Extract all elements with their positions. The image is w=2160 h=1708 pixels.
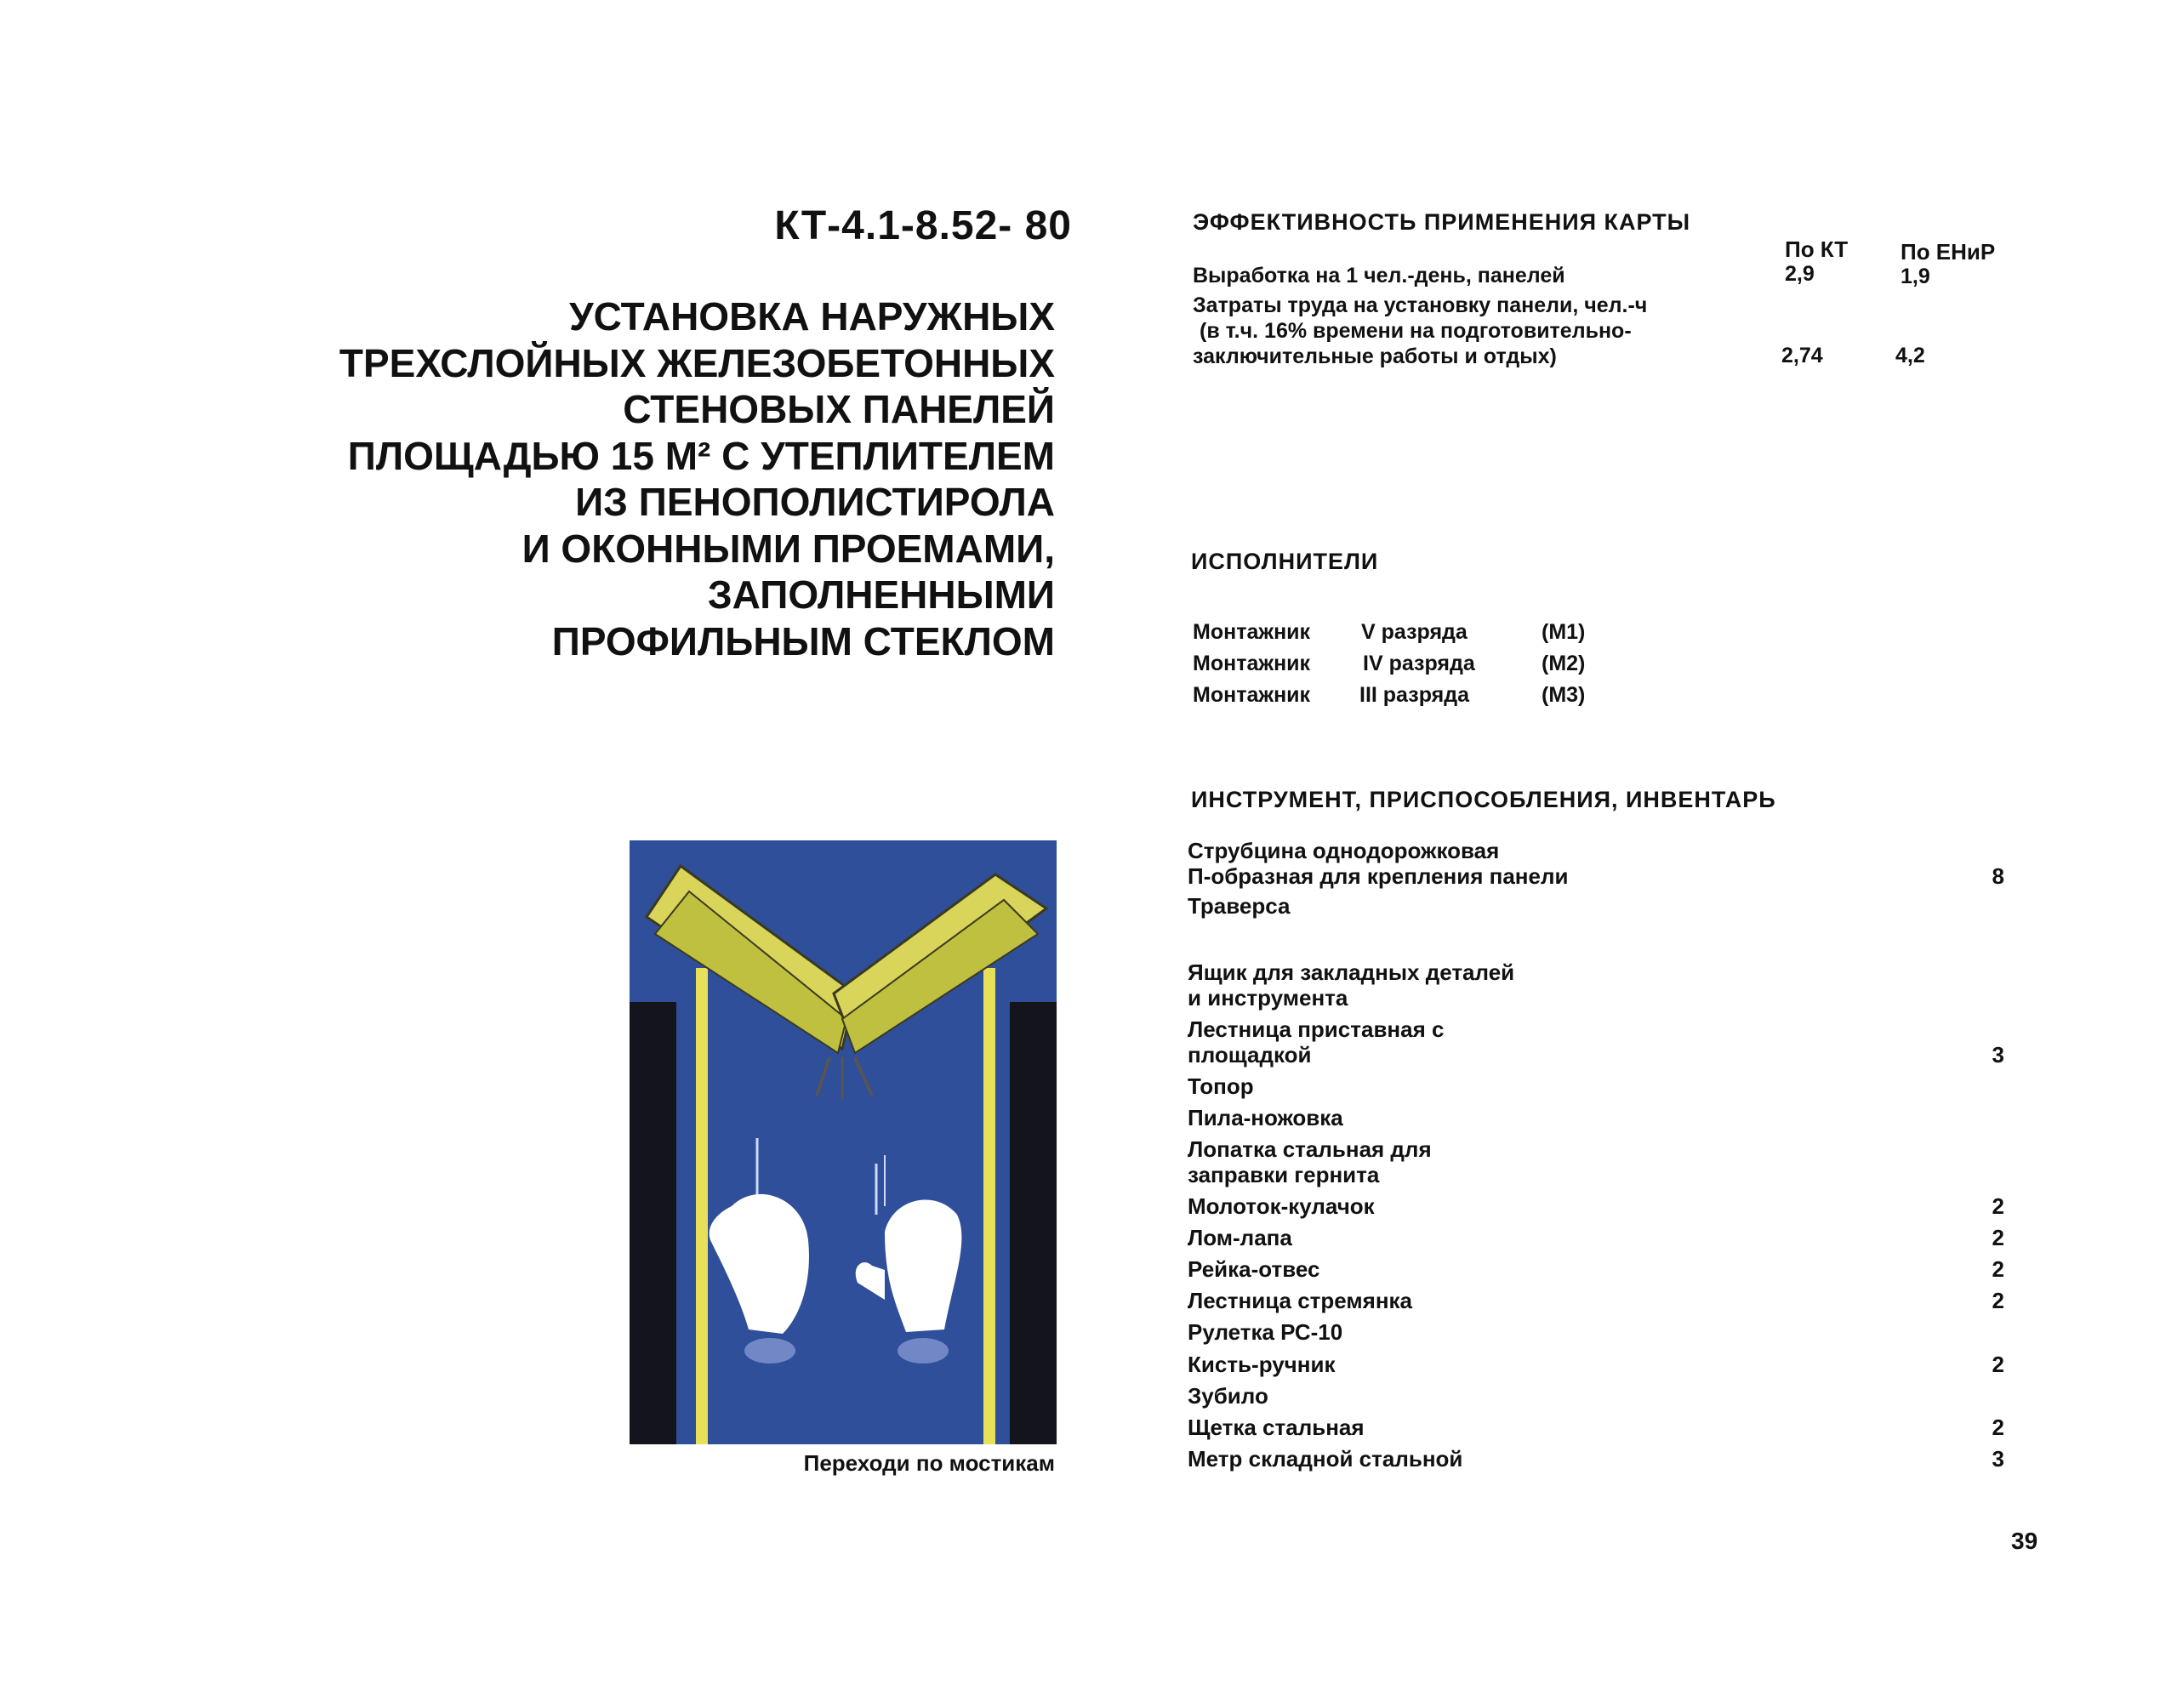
tool-item xyxy=(1188,1288,2004,1313)
efficiency-row-label: Затраты труда на установку панели, чел.-ч xyxy=(1193,293,1648,317)
tool-name: Струбцина однодорожковая xyxy=(1188,838,1500,863)
performer-code: (М3) xyxy=(1542,683,1586,707)
performer-code: (М1) xyxy=(1542,620,1586,644)
tool-quantity: 2 xyxy=(1992,1352,2004,1377)
tool-name: Топор xyxy=(1188,1073,1254,1099)
walkway-illustration-image xyxy=(630,840,1057,1444)
tool-name: Щетка стальная xyxy=(1188,1415,1365,1440)
title-line: ТРЕХСЛОЙНЫХ ЖЕЛЕЗОБЕТОННЫХ xyxy=(339,340,1055,385)
title-line: ЗАПОЛНЕННЫМИ xyxy=(707,572,1055,617)
title-line: СТЕНОВЫХ ПАНЕЛЕЙ xyxy=(623,387,1055,431)
tool-quantity: 2 xyxy=(1992,1256,2004,1282)
performer-grade: IV разряда xyxy=(1363,652,1475,675)
efficiency-value-enir: 4,2 xyxy=(1895,344,1925,367)
efficiency-heading: ЭФФЕКТИВНОСТЬ ПРИМЕНЕНИЯ КАРТЫ xyxy=(1193,209,1691,235)
tool-name: Зубило xyxy=(1188,1383,1268,1409)
tool-name-cont: площадкой xyxy=(1188,1042,1312,1068)
tool-item xyxy=(1188,1383,2004,1409)
tool-item xyxy=(1188,1446,2004,1472)
title-line: И ОКОННЫМИ ПРОЕМАМИ, xyxy=(521,526,1055,571)
tool-name: Лопатка стальная для xyxy=(1188,1136,1432,1162)
tool-quantity: 3 xyxy=(1992,1446,2004,1472)
tool-name: Лестница приставная с xyxy=(1188,1016,1445,1042)
performer-role: Монтажник xyxy=(1193,683,1311,707)
tool-item xyxy=(1188,1352,2004,1377)
illustration-caption: Переходи по мостикам xyxy=(803,1450,1055,1476)
tool-item xyxy=(1188,1256,2004,1282)
tool-name: Рейка-отвес xyxy=(1188,1256,1320,1282)
tools-heading: ИНСТРУМЕНТ, ПРИСПОСОБЛЕНИЯ, ИНВЕНТАРЬ xyxy=(1191,787,1776,812)
tool-quantity: 2 xyxy=(1992,1193,2004,1219)
tool-name-cont: П-образная для крепления панели xyxy=(1188,863,1569,889)
tool-name-cont: и инструмента xyxy=(1188,985,1348,1011)
tool-name: Молоток-кулачок xyxy=(1188,1193,1375,1219)
efficiency-row-note: заключительные работы и отдых) xyxy=(1193,344,1557,368)
tool-name-cont: заправки гернита xyxy=(1188,1162,1380,1187)
efficiency-row-label: Выработка на 1 чел.-день, панелей xyxy=(1193,264,1565,288)
tool-name: Лом-лапа xyxy=(1188,1225,1292,1250)
tool-item xyxy=(1188,1319,2004,1345)
tool-item xyxy=(1188,838,2004,889)
performer-code: (М2) xyxy=(1542,652,1586,675)
tool-item xyxy=(1188,1136,2004,1187)
document-title xyxy=(213,293,1055,664)
tool-item xyxy=(1188,1016,2004,1068)
performer-grade: III разряда xyxy=(1359,683,1469,707)
tool-name: Метр складной стальной xyxy=(1188,1446,1463,1472)
tool-item xyxy=(1188,959,2004,1011)
efficiency-value-kt: 2,74 xyxy=(1781,344,1823,367)
tool-name: Пила-ножовка xyxy=(1188,1105,1343,1130)
performers-heading: ИСПОЛНИТЕЛИ xyxy=(1191,549,1379,574)
safety-illustration xyxy=(630,840,1057,1444)
column-header-kt: По КТ xyxy=(1785,236,1849,262)
performer-grade: V разряда xyxy=(1361,620,1468,644)
tool-quantity: 3 xyxy=(1992,1042,2004,1068)
tool-name: Ящик для закладных деталей xyxy=(1188,959,1515,985)
performer-role: Монтажник xyxy=(1193,652,1311,675)
efficiency-value-enir: 1,9 xyxy=(1901,265,1930,288)
tool-name: Лестница стремянка xyxy=(1188,1288,1412,1313)
tool-item xyxy=(1188,1225,2004,1250)
efficiency-value-kt: 2,9 xyxy=(1785,262,1815,286)
tool-name: Рулетка РС-10 xyxy=(1188,1319,1343,1345)
tool-name: Кисть-ручник xyxy=(1188,1352,1336,1377)
efficiency-row-note: (в т.ч. 16% времени на подготовительно- xyxy=(1200,319,1632,343)
title-line: ИЗ ПЕНОПОЛИСТИРОЛА xyxy=(575,480,1055,524)
tool-item xyxy=(1188,1073,2004,1099)
tool-item xyxy=(1188,1193,2004,1219)
card-code: КТ-4.1-8.52- 80 xyxy=(774,203,1072,248)
tools-list xyxy=(1188,0,2004,1708)
tool-name: Траверса xyxy=(1188,893,1291,919)
title-line: ПРОФИЛЬНЫМ СТЕКЛОМ xyxy=(551,618,1055,663)
tool-quantity: 2 xyxy=(1992,1415,2004,1440)
tool-quantity: 8 xyxy=(1992,863,2004,889)
tool-item xyxy=(1188,1415,2004,1440)
page-number: 39 xyxy=(2011,1528,2038,1554)
tool-quantity: 2 xyxy=(1992,1288,2004,1313)
column-header-enir: По ЕНиР xyxy=(1901,239,1996,265)
tool-quantity: 2 xyxy=(1992,1225,2004,1250)
title-line: УСТАНОВКА НАРУЖНЫХ xyxy=(568,294,1055,339)
title-line: ПЛОЩАДЬЮ 15 М² С УТЕПЛИТЕЛЕМ xyxy=(347,433,1055,478)
performer-role: Монтажник xyxy=(1193,620,1311,644)
tool-item xyxy=(1188,893,2004,919)
tool-item xyxy=(1188,1105,2004,1130)
